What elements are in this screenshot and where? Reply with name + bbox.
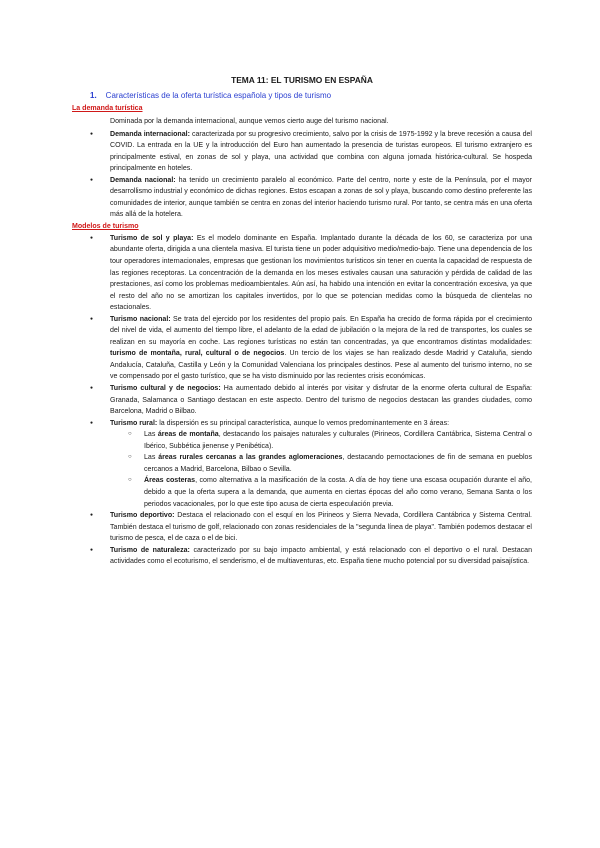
item-text: Ha aumentado debido al interés por visitar y disfrutar de la enorme oferta cultural de España: Granada, Salamanca o Santiago destacan en este aspecto. Dentro del turismo de negocios destacan las grandes ciudades, como Barcelona, Madrid o Bilbao. (110, 385, 533, 416)
item-term: Turismo deportivo: (110, 512, 175, 520)
item-term: Turismo de sol y playa: (110, 234, 194, 242)
item-text: , como alternativa a la masificación de la costa. A día de hoy tiene una escasa ocupación durante el año, debido a que la oferta supera a la demanda, que aumenta en ciertas épocas del año como verano, Semana Santa o los periodos vacacionales, por lo que este tipo acusa de cierta especulación previa. (144, 477, 532, 508)
item-text: Se trata del ejercido por los residentes del propio país. En España ha crecido de forma rápida por el crecimiento del nivel de vida, el aumento del tiempo libre, el adelanto de la edad de jubilación o la mejora de la red de transportes, los cuales se realizan en su mayoría en coche. Las regiones turísticas no están tan concentradas, ya que encontramos distintas modalidades: (110, 315, 533, 346)
modelos-list (72, 233, 532, 568)
list-item (72, 545, 532, 568)
item-term: Demanda internacional: (110, 130, 190, 138)
list-item (72, 383, 532, 418)
section-title: Características de la oferta turística española y tipos de turismo (105, 91, 332, 100)
item-text: ha tenido un crecimiento paralelo al económico. Parte del centro, norte y este de la Península, por el mayor desarrollismo industrial y económico de dichas regiones. Estos escapan a zonas de sol y playa, buscando como destino preferente las comunidades de interior, aunque también se centra en zonas del interior haciendo turismo rural. Por tanto, se centra más en una oferta más allá de la hotelera. (110, 176, 532, 219)
item-term: Turismo cultural y de negocios: (110, 385, 221, 393)
subheading-modelos: Modelos de turismo (72, 222, 139, 230)
item-text: Las (144, 431, 158, 439)
subheading-demanda: La demanda turística (72, 105, 143, 112)
section-number: 1. (90, 91, 97, 100)
item-text: la dispersión es su principal característica, aunque lo vemos predominantemente en 3 áreas: (157, 419, 450, 427)
item-term: Turismo nacional: (110, 315, 171, 323)
list-item (72, 418, 532, 510)
section-heading (90, 90, 532, 101)
item-term: Demanda nacional: (110, 176, 176, 184)
item-term: Turismo rural: (110, 419, 158, 427)
item-term: áreas de montaña (157, 431, 219, 439)
list-item (72, 314, 532, 383)
list-item (72, 510, 532, 545)
item-bold: turismo de montaña, rural, cultural o de negocios (110, 350, 285, 358)
document-title: TEMA 11: EL TURISMO EN ESPAÑA (231, 75, 373, 85)
demanda-intro: Dominada por la demanda internacional, aunque vemos cierto auge del turismo nacional. (110, 118, 389, 125)
item-text: Es el modelo dominante en España. Implantado durante la década de los 60, se caracteriza por una abundante oferta, dirigida a una clientela masiva. El turista tiene un poder adquisitivo medio/medio-bajo. Tiene una dependencia de los tour operadores internacionales, empresas que gestionan los movimientos turísticos sin tener en cuenta la capacidad de respuesta de las regiones receptoras. La concentración de la demanda en los meses estivales causan una saturación y pérdida de calidad de las prestaciones, así como los problemas medioambientales. Aún así, ha habido una intención en evitar la concentración excesiva, ya que el resto del año no se amortizan los capitales invertidos, por lo que se potencian medidas como la búsqueda de clientelas no estacionales. (110, 234, 532, 312)
list-item (72, 129, 532, 175)
item-text: , destacando los paisajes naturales y culturales (Pirineos, Cordillera Cantábrica, Sistema Central o Ibérico, Subbética jienense y Penibética). (144, 431, 532, 450)
sub-list-item (110, 452, 532, 475)
list-item (72, 233, 532, 314)
item-text: . Un tercio de los viajes se han realizado desde Madrid y Cataluña, siendo Andalucía, Cataluña, Castilla y León y la Comunidad Valenciana los principales destinos. Pese al aumento del turismo interno, no se ve compensado por el gasto turístico, que se ha visto disminuido por las recientes crisis económicas. (110, 350, 532, 381)
item-term: Áreas costeras (144, 477, 196, 485)
item-text: caracterizado por su bajo impacto ambiental, y está relacionado con el deportivo o el rural. Destacan actividades como el ecoturismo, el senderismo, el de multiaventuras, etc. España tiene mucho potencial por su diversidad paisajística. (110, 546, 532, 566)
demanda-list (72, 129, 532, 221)
item-text: Destaca el relacionado con el esquí en los Pirineos y Sierra Nevada, Cordillera Cantábrica y Sistema Central. También destaca el turismo de golf, relacionado con zonas residenciales de la "segunda línea de playa". También podemos destacar el turismo de pesca, el de caza o el de bici. (110, 512, 532, 543)
sub-list-item (110, 475, 532, 510)
item-term: áreas rurales cercanas a las grandes aglomeraciones (158, 454, 343, 462)
sub-list-item (110, 429, 532, 452)
item-text: Las (144, 454, 159, 462)
item-term: Turismo de naturaleza: (110, 546, 190, 554)
item-text: , destacando pernoctaciones de fin de semana en pueblos cercanos a Madrid, Barcelona, Bilbao o Sevilla. (144, 454, 532, 473)
list-item (72, 175, 532, 221)
item-text: caracterizada por su progresivo crecimiento, salvo por la crisis de 1975-1992 y la breve recesión a causa del COVID. La entrada en la UE y la introducción del Euro han aumentado la presencia de turistas europeos. El turismo extranjero es principalmente estival, en zonas de sol y playa, una actividad que combina con alguna jornada histórica-cultural. Se hospeda principalmente en hoteles. (110, 130, 532, 173)
rural-areas-list (110, 429, 532, 510)
